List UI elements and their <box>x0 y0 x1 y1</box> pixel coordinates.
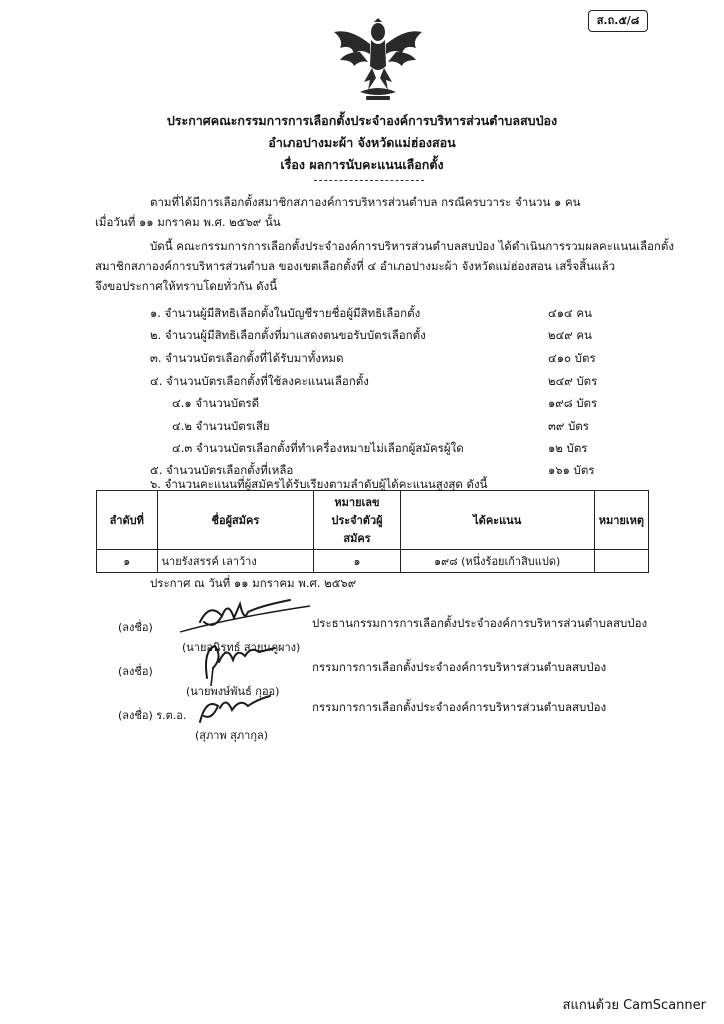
item-4-2-label: ๔.๒ จำนวนบัตรเสีย <box>172 419 270 433</box>
heading-line-1: ประกาศคณะกรรมการการเลือกตั้งประจำองค์การบริหารส่วนตำบลสบป่อง <box>166 113 558 128</box>
cell-order: ๑ <box>97 550 158 573</box>
item-1-label: ๑. จำนวนผู้มีสิทธิเลือกตั้งในบัญชีรายชื่อผู้มีสิทธิเลือกตั้ง <box>150 306 421 320</box>
cell-score: ๑๙๘ (หนึ่งร้อยเก้าสิบแปด) <box>400 550 594 573</box>
item-4-2-value: ๓๙ บัตร <box>548 419 589 433</box>
item-5-value: ๑๖๑ บัตร <box>548 463 595 477</box>
scanner-footer: สแกนด้วย CamScanner <box>562 998 706 1013</box>
signer-1-name: (นายอนิรุทธ์ สายนภูผาง) <box>182 641 301 654</box>
item-6-label: ๖. จำนวนคะแนนที่ผู้สมัครได้รับเรียงตามลำดับผู้ได้คะแนนสูงสุด ดังนี้ <box>150 477 488 491</box>
paragraph-1-line-1: ตามที่ได้มีการเลือกตั้งสมาชิกสภาองค์การบริหารส่วนตำบล กรณีครบวาระ จำนวน ๑ คน <box>150 195 581 209</box>
signer-2-signature <box>185 638 295 688</box>
signer-1-role: ประธานกรรมการการเลือกตั้งประจำองค์การบริหารส่วนตำบลสบป่อง <box>312 616 648 630</box>
signer-3-name: (สุภาพ สุภากุล) <box>195 729 269 742</box>
paragraph-2-line-3: จึงขอประกาศให้ทราบโดยทั่วกัน ดังนี้ <box>95 279 278 293</box>
cell-candidate-name: นายรังสรรค์ เลาว้าง <box>157 550 314 573</box>
item-4-1-value: ๑๙๘ บัตร <box>548 396 598 410</box>
item-3-label: ๓. จำนวนบัตรเลือกตั้งที่ได้รับมาทั้งหมด <box>150 351 344 365</box>
signer-2-name: (นายพงษ์พันธ์ กุออ) <box>186 685 280 698</box>
item-4-1-label: ๔.๑ จำนวนบัตรดี <box>172 396 260 410</box>
paragraph-2-line-1: บัดนี้ คณะกรรมการการเลือกตั้งประจำองค์การบริหารส่วนตำบลสบป่อง ได้ดำเนินการรวมผลคะแนนเลือกตั้ง <box>150 239 674 253</box>
item-4-3-value: ๑๒ บัตร <box>548 441 588 455</box>
announcement-date: ประกาศ ณ วันที่ ๑๑ มกราคม พ.ศ. ๒๕๖๙ <box>150 576 357 590</box>
col-header-score: ได้คะแนน <box>400 491 594 550</box>
col-header-number-line-2: ประจำตัวผู้สมัคร <box>331 514 383 545</box>
results-table <box>96 490 649 573</box>
item-4-3-label: ๔.๓ จำนวนบัตรเลือกตั้งที่ทำเครื่องหมายไม่เลือกผู้สมัครผู้ใด <box>172 441 464 455</box>
item-1-value: ๔๑๔ คน <box>548 306 592 320</box>
item-4-label: ๔. จำนวนบัตรเลือกตั้งที่ใช้ลงคะแนนเลือกตั้ง <box>150 374 369 388</box>
table-header-row <box>97 491 649 550</box>
col-header-note: หมายเหตุ <box>594 491 648 550</box>
signer-1-signature <box>170 592 320 638</box>
signer-3-prefix: (ลงชื่อ) ร.ต.อ. <box>118 709 187 722</box>
item-2-value: ๒๔๙ คน <box>548 328 592 342</box>
col-header-candidate-number <box>314 491 400 550</box>
document-code-badge: ส.ถ.๕/๘ <box>588 10 648 32</box>
heading-line-3: เรื่อง ผลการนับคะแนนเลือกตั้ง <box>280 157 444 172</box>
item-2-label: ๒. จำนวนผู้มีสิทธิเลือกตั้งที่มาแสดงตนขอรับบัตรเลือกตั้ง <box>150 328 426 342</box>
heading-line-2: อำเภอปางมะผ้า จังหวัดแม่ฮ่องสอน <box>268 135 456 150</box>
signer-1-prefix: (ลงชื่อ) <box>118 621 153 634</box>
cell-note <box>594 550 648 573</box>
cell-candidate-number: ๑ <box>314 550 400 573</box>
table-row <box>97 550 649 573</box>
garuda-emblem-icon <box>330 18 426 104</box>
signer-2-role: กรรมการการเลือกตั้งประจำองค์การบริหารส่วนตำบลสบป่อง <box>312 660 607 674</box>
heading-divider <box>314 180 424 181</box>
item-4-value: ๒๔๙ บัตร <box>548 374 598 388</box>
col-header-number-line-1: หมายเลข <box>334 496 380 509</box>
signer-3-role: กรรมการการเลือกตั้งประจำองค์การบริหารส่วนตำบลสบป่อง <box>312 700 607 714</box>
paragraph-1-line-2: เมื่อวันที่ ๑๑ มกราคม พ.ศ. ๒๕๖๙ นั้น <box>95 215 281 229</box>
col-header-candidate-name: ชื่อผู้สมัคร <box>157 491 314 550</box>
item-3-value: ๔๑๐ บัตร <box>548 351 596 365</box>
item-5-label: ๕. จำนวนบัตรเลือกตั้งที่เหลือ <box>150 463 294 477</box>
signer-2-prefix: (ลงชื่อ) <box>118 665 153 678</box>
col-header-order: ลำดับที่ <box>97 491 158 550</box>
signer-3-signature <box>186 690 286 730</box>
paragraph-2-line-2: สมาชิกสภาองค์การบริหารส่วนตำบล ของเขตเลือกตั้งที่ ๔ อำเภอปางมะผ้า จังหวัดแม่ฮ่องสอน เสร็จสิ้นแล้ว <box>95 259 616 273</box>
